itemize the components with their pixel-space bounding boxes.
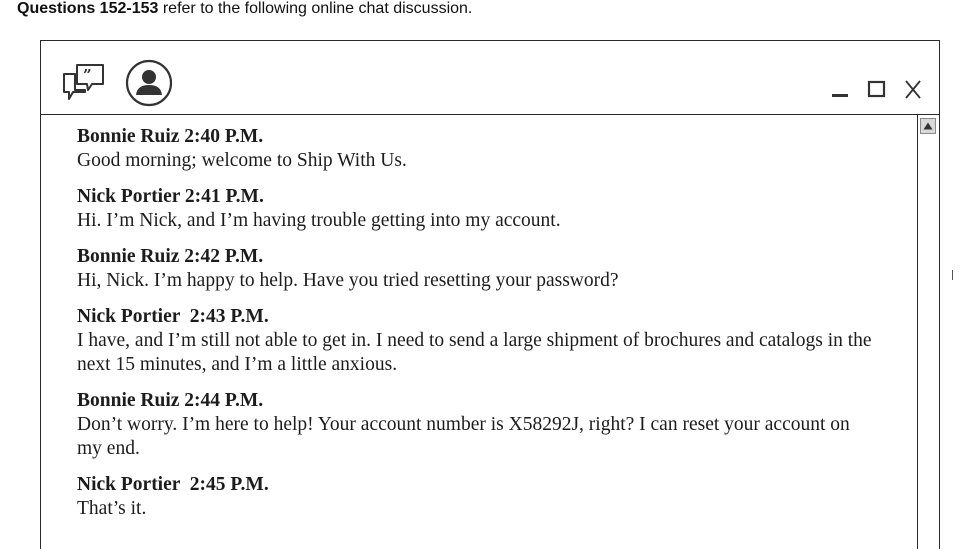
- question-range: Questions 152-153: [17, 0, 159, 17]
- message-header: Nick Portier 2:41 P.M.: [77, 186, 264, 207]
- maximize-icon[interactable]: [865, 77, 889, 101]
- chat-message: [77, 125, 877, 173]
- message-header: Nick Portier 2:43 P.M.: [77, 306, 269, 327]
- triangle-up-icon: [921, 119, 935, 133]
- svg-text:”: ”: [83, 66, 92, 84]
- message-text: Good morning; welcome to Ship With Us.: [77, 150, 407, 171]
- chat-message: [77, 473, 877, 521]
- message-text: I have, and I’m still not able to get in. I need to send a large shipment of brochures and catalogs in the next 15 minutes, and I’m a little anxious.: [77, 330, 872, 375]
- user-avatar-icon[interactable]: [124, 58, 174, 108]
- message-text: Don’t worry. I’m here to help! Your account number is X58292J, right? I can reset your account on my end.: [77, 414, 850, 459]
- message-header: Nick Portier 2:45 P.M.: [77, 474, 269, 495]
- chat-window: [40, 40, 940, 549]
- page-edge-mark: [952, 270, 956, 280]
- chat-message: [77, 305, 877, 377]
- message-text: Hi. I’m Nick, and I’m having trouble getting into my account.: [77, 210, 561, 231]
- message-header: Bonnie Ruiz 2:42 P.M.: [77, 246, 264, 267]
- chat-bubbles-icon[interactable]: [61, 62, 107, 102]
- chat-message: [77, 389, 877, 461]
- instruction-text: refer to the following online chat discussion.: [158, 0, 473, 17]
- chat-scrollbar[interactable]: [917, 115, 939, 549]
- chat-messages: [77, 125, 877, 533]
- chat-titlebar: [41, 41, 939, 115]
- close-icon[interactable]: [901, 77, 925, 101]
- minimize-icon[interactable]: [829, 77, 853, 101]
- question-instruction: [17, 0, 472, 18]
- message-header: Bonnie Ruiz 2:44 P.M.: [77, 390, 264, 411]
- scroll-up-button[interactable]: [920, 118, 936, 134]
- message-header: Bonnie Ruiz 2:40 P.M.: [77, 126, 264, 147]
- chat-message: [77, 185, 877, 233]
- message-text: That’s it.: [77, 498, 147, 519]
- chat-message: [77, 245, 877, 293]
- message-text: Hi, Nick. I’m happy to help. Have you tried resetting your password?: [77, 270, 619, 291]
